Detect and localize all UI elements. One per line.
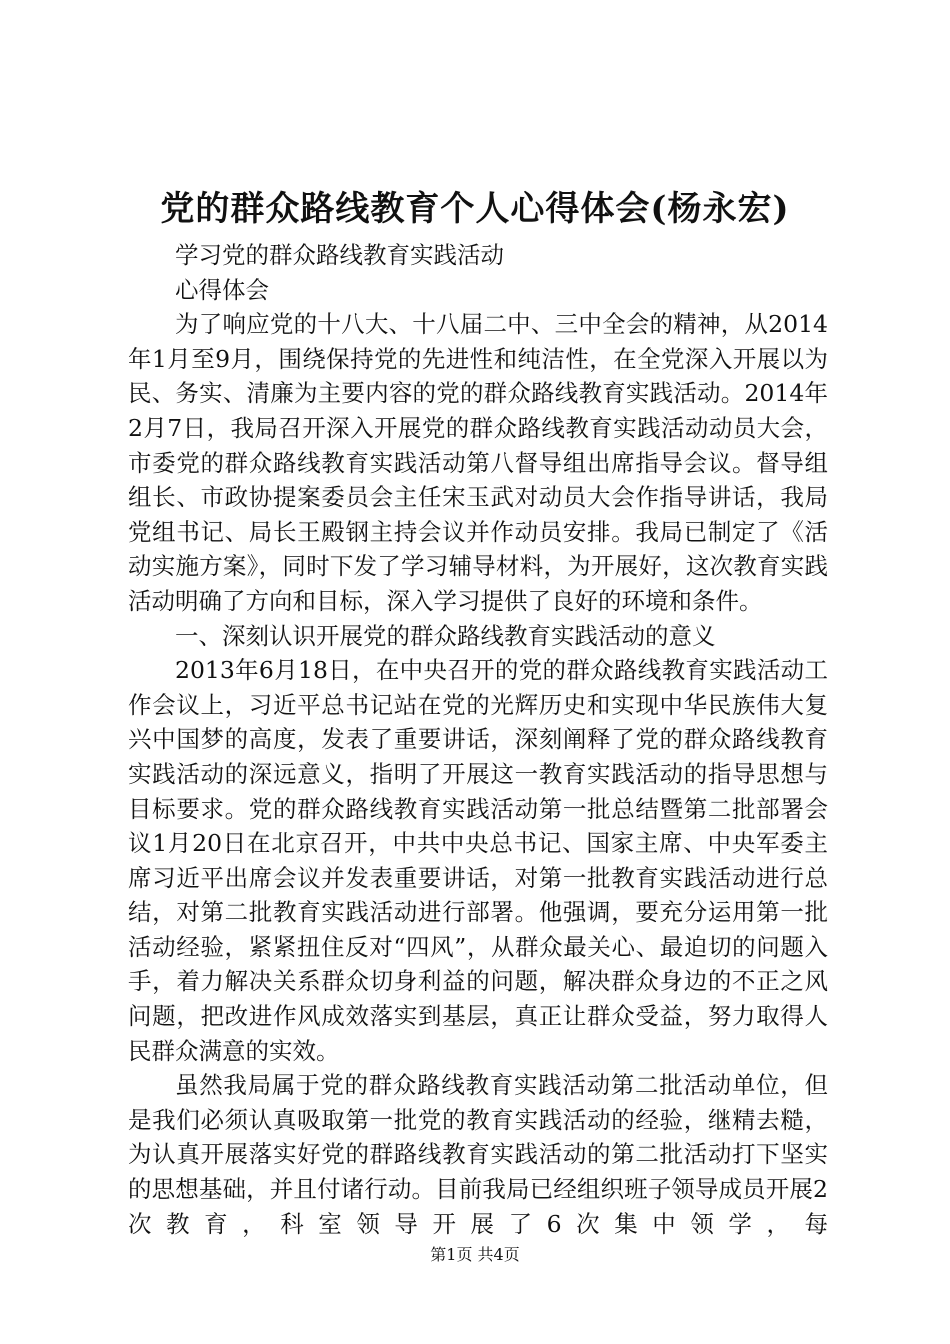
subtitle-line-1: 学习党的群众路线教育实践活动 (175, 241, 504, 269)
paragraph-second-batch: 虽然我局属于党的群众路线教育实践活动第二批活动单位，但是我们必须认真吸取第一批党的教育实践活动的经验，继精去糙，为认真开展落实好党的群路线教育实践活动的第二批活动打下坚实的思想基础，并且付诸行动。目前我局已经组织班子领导成员开展2次教育，科室领导开展了6次集中领学，每 (128, 1071, 828, 1238)
subtitle-line-2: 心得体会 (175, 275, 269, 304)
document-body (128, 238, 828, 1241)
paragraph-intro: 为了响应党的十八大、十八届二中、三中全会的精神，从2014年1月至9月，围绕保持党的先进性和纯洁性，在全党深入开展以为民、务实、清廉为主要内容的党的群众路线教育实践活动。2014年2月7日，我局召开深入开展党的群众路线教育实践活动动员大会，市委党的群众路线教育实践活动第八督导组出席指导会议。督导组组长、市政协提案委员会主任宋玉武对动员大会作指导讲话，我局党组书记、局长王殿钢主持会议并作动员安排。我局已制定了《活动实施方案》，同时下发了学习辅导材料，为开展好，这次教育实践活动明确了方向和目标，深入学习提供了良好的环境和条件。 (128, 310, 828, 615)
section-heading-1: 一、深刻认识开展党的群众路线教育实践活动的意义 (175, 621, 716, 650)
paragraph-significance: 2013年6月18日，在中央召开的党的群众路线教育实践活动工作会议上，习近平总书记站在党的光辉历史和实现中华民族伟大复兴中国梦的高度，发表了重要讲话，深刻阐释了党的群众路线教育实践活动的深远意义，指明了开展这一教育实践活动的指导思想与目标要求。党的群众路线教育实践活动第一批总结暨第二批部署会议1月20日在北京召开，中共中央总书记、国家主席、中央军委主席习近平出席会议并发表重要讲话，对第一批教育实践活动进行总结，对第二批教育实践活动进行部署。他强调，要充分运用第一批活动经验，紧紧扭住反对“四风”，从群众最关心、最迫切的问题入手，着力解决关系群众切身利益的问题，解决群众身边的不正之风问题，把改进作风成效落实到基层，真正让群众受益，努力取得人民群众满意的实效。 (128, 656, 828, 1065)
page-number-footer: 第1页 共4页 (430, 1245, 520, 1264)
document-title: 党的群众路线教育个人心得体会(杨永宏) (160, 189, 790, 229)
